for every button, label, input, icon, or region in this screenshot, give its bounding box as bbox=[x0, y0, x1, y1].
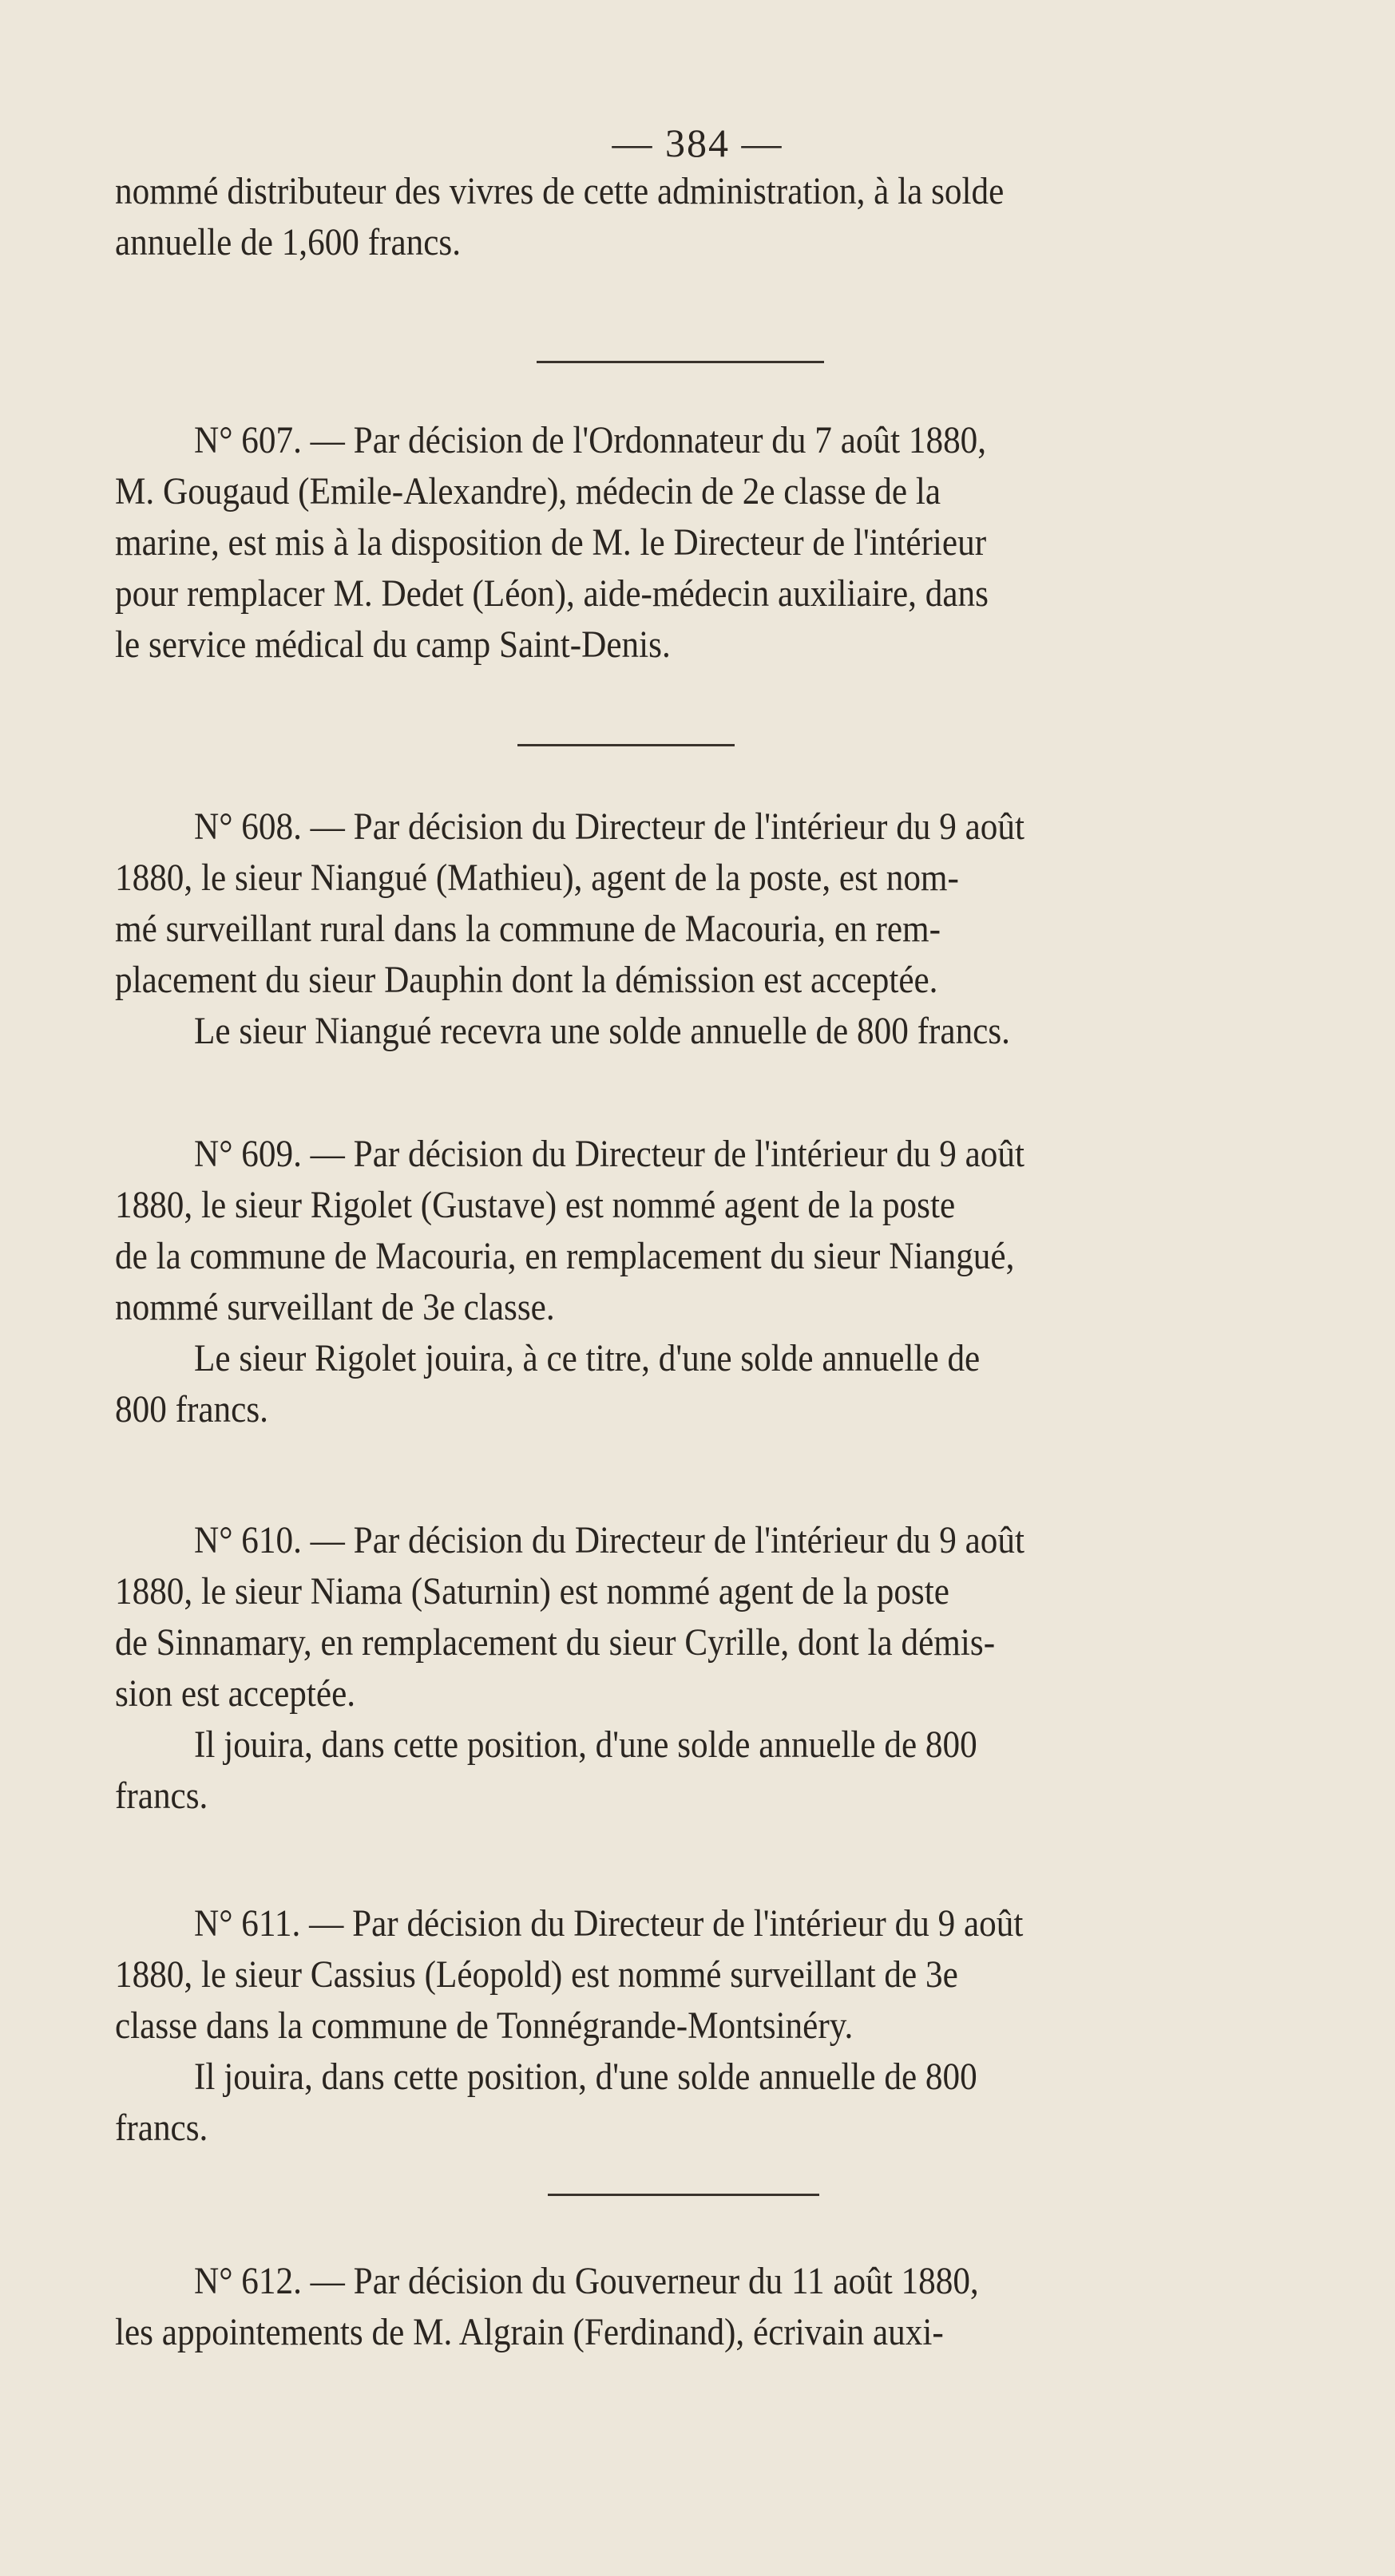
section-divider bbox=[537, 361, 824, 363]
text-line: N° 612. — Par décision du Gouverneur du 11 août 1880, bbox=[194, 2260, 979, 2302]
text-line: le service médical du camp Saint-Denis. bbox=[115, 623, 671, 666]
text-line: placement du sieur Dauphin dont la démission est acceptée. bbox=[115, 959, 938, 1001]
text-line: francs. bbox=[115, 2107, 208, 2149]
text-line: francs. bbox=[115, 1775, 208, 1817]
intro-paragraph bbox=[115, 166, 1279, 268]
text-line: nommé distributeur des vivres de cette administration, à la solde bbox=[115, 170, 1005, 212]
text-line: Il jouira, dans cette position, d'une solde annuelle de 800 bbox=[194, 1723, 977, 1766]
entry-610 bbox=[115, 1515, 1279, 1822]
entry-609 bbox=[115, 1129, 1279, 1435]
text-line: 1880, le sieur Niangué (Mathieu), agent de la poste, est nom- bbox=[115, 857, 959, 899]
page-number: — 384 — bbox=[612, 121, 783, 165]
text-line: nommé surveillant de 3e classe. bbox=[115, 1286, 555, 1328]
text-line: N° 608. — Par décision du Directeur de l'intérieur du 9 août bbox=[194, 805, 1024, 848]
text-line: mé surveillant rural dans la commune de Macouria, en rem- bbox=[115, 908, 941, 950]
text-line: sion est acceptée. bbox=[115, 1672, 356, 1715]
text-line: 1880, le sieur Cassius (Léopold) est nommé surveillant de 3e bbox=[115, 1953, 958, 1996]
text-line: marine, est mis à la disposition de M. le Directeur de l'intérieur bbox=[115, 521, 987, 564]
entry-611 bbox=[115, 1898, 1279, 2154]
section-divider bbox=[548, 2194, 819, 2196]
text-line: les appointements de M. Algrain (Ferdinand), écrivain auxi- bbox=[115, 2311, 944, 2353]
text-line: 1880, le sieur Niama (Saturnin) est nommé agent de la poste bbox=[115, 1570, 949, 1612]
text-line: de la commune de Macouria, en remplacement du sieur Niangué, bbox=[115, 1235, 1015, 1277]
text-line: Il jouira, dans cette position, d'une solde annuelle de 800 bbox=[194, 2056, 977, 2098]
text-line: N° 611. — Par décision du Directeur de l'intérieur du 9 août bbox=[194, 1902, 1024, 1945]
text-line: Le sieur Niangué recevra une solde annuelle de 800 francs. bbox=[194, 1010, 1010, 1052]
text-line: pour remplacer M. Dedet (Léon), aide-médecin auxiliaire, dans bbox=[115, 572, 989, 615]
text-line: N° 607. — Par décision de l'Ordonnateur du 7 août 1880, bbox=[194, 419, 987, 461]
text-line: de Sinnamary, en remplacement du sieur Cyrille, dont la démis- bbox=[115, 1621, 996, 1664]
text-line: classe dans la commune de Tonnégrande-Montsinéry. bbox=[115, 2004, 854, 2047]
text-line: Le sieur Rigolet jouira, à ce titre, d'une solde annuelle de bbox=[194, 1337, 981, 1379]
entry-612 bbox=[115, 2256, 1279, 2358]
entry-608 bbox=[115, 801, 1279, 1057]
text-line: 800 francs. bbox=[115, 1388, 268, 1430]
entry-607 bbox=[115, 415, 1279, 671]
text-line: M. Gougaud (Emile-Alexandre), médecin de 2e classe de la bbox=[115, 470, 941, 512]
text-line: N° 609. — Par décision du Directeur de l'intérieur du 9 août bbox=[194, 1133, 1024, 1175]
text-line: 1880, le sieur Rigolet (Gustave) est nommé agent de la poste bbox=[115, 1184, 956, 1226]
text-line: N° 610. — Par décision du Directeur de l'intérieur du 9 août bbox=[194, 1519, 1024, 1561]
text-line: annuelle de 1,600 francs. bbox=[115, 221, 462, 263]
section-divider bbox=[517, 744, 735, 746]
